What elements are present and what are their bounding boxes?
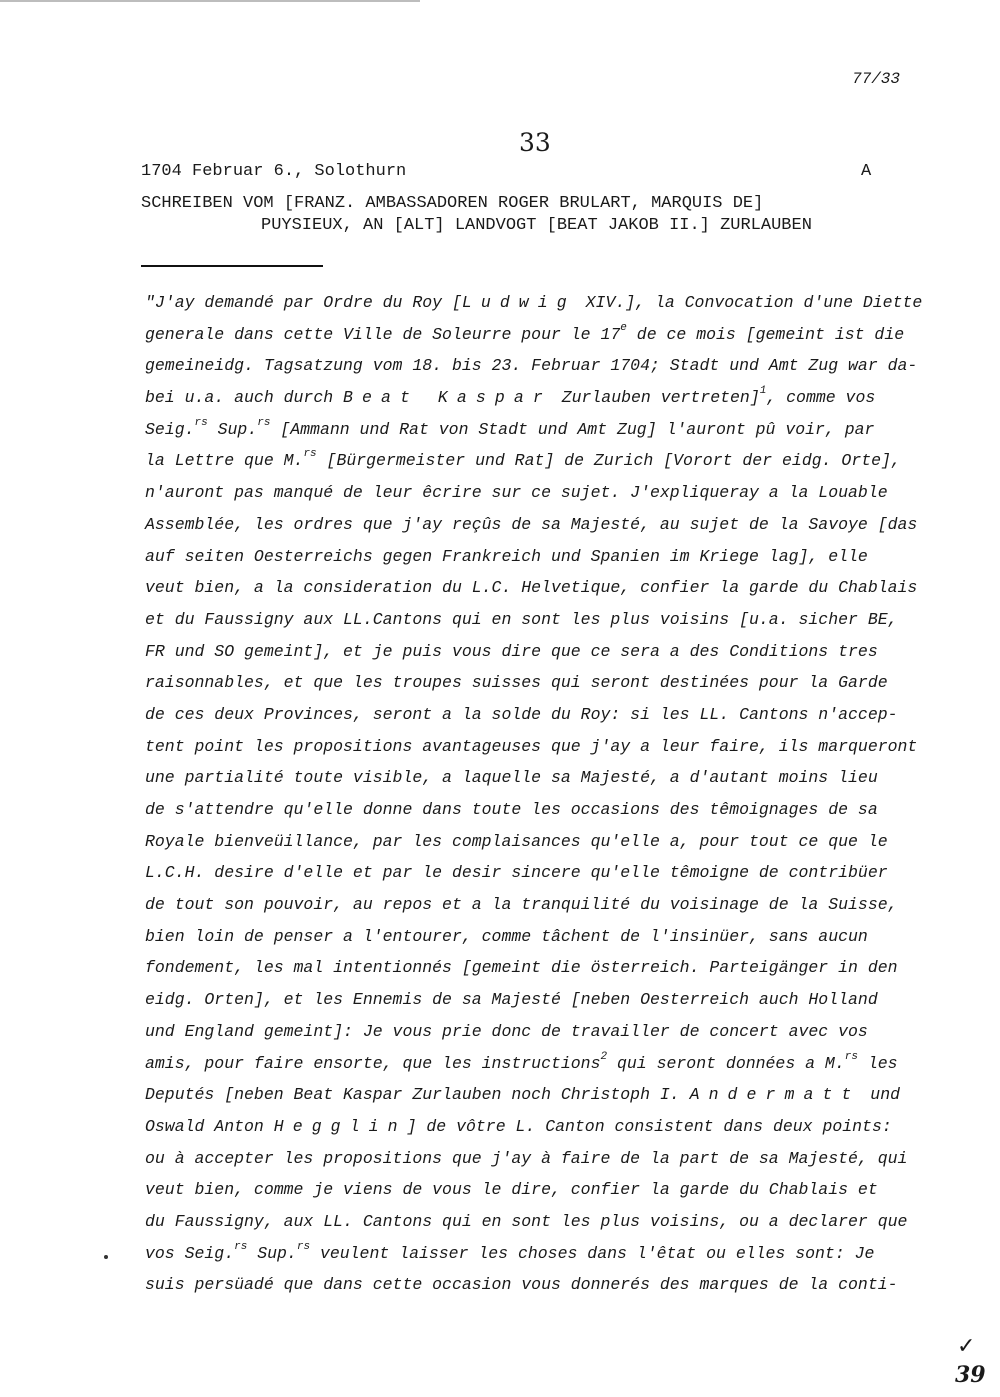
body-text-segment: generale dans cette Ville de Soleurre pour le 17	[145, 324, 621, 344]
body-text-segment: veulent laisser les choses dans l'êtat ou elles sont: Je	[310, 1243, 875, 1263]
body-line	[145, 1174, 935, 1206]
document-letter: A	[861, 162, 872, 181]
superscript: 1	[759, 385, 767, 398]
check-mark: ✓	[957, 1334, 976, 1359]
body-text-segment: Royale bienveüillance, par les complaisances qu'elle a, pour tout ce que le	[145, 831, 888, 851]
body-line	[145, 889, 935, 921]
body-line	[145, 1016, 935, 1048]
body-text-segment: n'auront pas manqué de leur êcrire sur ce sujet. J'expliqueray a la Louable	[145, 483, 888, 503]
body-text-segment: raisonnables, et que les troupes suisses qui seront destinées pour la Garde	[145, 673, 888, 693]
superscript: rs	[303, 448, 317, 461]
body-line	[145, 699, 935, 731]
body-text-segment: , comme vos	[766, 388, 876, 408]
body-text-segment: de ces deux Provinces, seront a la solde du Roy: si les LL. Cantons n'accep-	[145, 704, 898, 724]
body-text-segment: Sup.	[247, 1243, 297, 1263]
body-text-segment: Seig.	[145, 419, 195, 439]
body-line	[145, 477, 935, 509]
body-text-segment: la Lettre que M.	[145, 451, 304, 471]
body-text-segment: XIV.], la Convocation d'une Diette	[575, 293, 923, 312]
body-line	[145, 857, 935, 889]
body-line	[145, 287, 935, 319]
body-text-segment: et du Faussigny aux LL.Cantons qui en sont les plus voisins [u.a. sicher BE,	[145, 609, 898, 629]
body-line	[145, 731, 935, 763]
body-text-segment: "J'ay demandé par Ordre du Roy [	[145, 293, 462, 312]
body-text-segment: ou à accepter les propositions que j'ay à faire de la part de sa Majesté, qui	[145, 1148, 908, 1168]
header-rule	[141, 265, 323, 267]
body-line	[145, 445, 935, 477]
body-text-segment: tent point les propositions avantageuses que j'ay a leur faire, ils marqueront	[145, 736, 918, 756]
body-text-segment: und	[860, 1085, 900, 1105]
body-line	[145, 984, 935, 1016]
body-line	[145, 1238, 935, 1270]
body-line	[145, 636, 935, 668]
body-text-segment: de ce mois [gemeint ist die	[626, 324, 905, 344]
body-text-segment: du Faussigny, aux LL. Cantons qui en sont les plus voisins, ou a declarer que	[145, 1211, 908, 1231]
letter-body	[145, 287, 935, 1301]
folio-number: 77/33	[852, 70, 901, 88]
body-text-segment: Assemblée, les ordres que j'ay reçûs de sa Majesté, au sujet de la Savoye [das	[145, 514, 918, 534]
superscript: rs	[296, 1240, 311, 1253]
body-text-segment: und England gemeint]: Je vous prie donc de travailler de concert avec vos	[145, 1021, 868, 1041]
body-line	[145, 1079, 935, 1111]
superscript: rs	[194, 416, 208, 429]
margin-dot	[104, 1255, 108, 1259]
body-text-segment: fondement, les mal intentionnés [gemeint die österreich. Parteigänger in den	[145, 958, 898, 978]
body-text-segment: une partialité toute visible, a laquelle sa Majesté, a d'autant moins lieu	[145, 768, 878, 788]
spaced-name: Andermatt	[689, 1085, 861, 1105]
body-text-segment: Oswald Anton	[145, 1116, 274, 1136]
body-text-segment: Sup.	[207, 419, 258, 439]
body-line	[145, 350, 935, 382]
body-text-segment: veut bien, a la consideration du L.C. Helvetique, confier la garde du Chablais	[145, 578, 918, 598]
body-line	[145, 794, 935, 826]
body-text-segment: gemeineidg. Tagsatzung vom 18. bis 23. Februar 1704; Stadt und Amt Zug war da-	[145, 356, 918, 376]
superscript: rs	[257, 416, 271, 429]
body-line	[145, 1269, 935, 1301]
superscript: e	[620, 321, 627, 334]
body-line	[145, 826, 935, 858]
body-line	[145, 921, 935, 953]
body-line	[145, 604, 935, 636]
body-text-segment: les	[857, 1053, 898, 1073]
body-text-segment: L.C.H. desire d'elle et par le desir sincere qu'elle têmoigne de contribüer	[145, 863, 888, 883]
superscript: 2	[600, 1050, 608, 1063]
body-text-segment: [Bürgermeister und Rat] de Zurich [Vorort der eidg. Orte],	[316, 451, 901, 471]
body-text-segment: bei u.a. auch durch	[145, 388, 344, 408]
body-line	[145, 414, 935, 446]
body-text-segment: de tout son pouvoir, au repos et a la tranquilité du voisinage de la Suisse,	[145, 895, 898, 915]
body-line	[145, 572, 935, 604]
body-text-segment: bien loin de penser a l'entourer, comme tâchent de l'insinüer, sans aucun	[145, 926, 868, 946]
body-text-segment: amis, pour faire ensorte, que les instructions	[145, 1053, 601, 1073]
body-line	[145, 509, 935, 541]
body-line	[145, 541, 935, 573]
body-line	[145, 319, 935, 351]
spaced-name: Beat Kaspar	[343, 388, 552, 408]
body-text-segment: ] de vôtre L. Canton consistent dans deux points:	[406, 1116, 892, 1136]
handwritten-sheet-number: 39	[955, 1362, 986, 1388]
body-text-segment: auf seiten Oesterreichs gegen Frankreich und Spanien im Kriege lag], elle	[145, 546, 868, 566]
body-text-segment: FR und SO gemeint], et je puis vous dire que ce sera a des Conditions tres	[145, 641, 878, 661]
date-place: 1704 Februar 6., Solothurn	[141, 162, 407, 181]
body-text-segment: qui seront données a M.	[607, 1053, 845, 1073]
body-line	[145, 762, 935, 794]
handwritten-page-number: 33	[519, 128, 551, 157]
body-text-segment: Deputés [neben Beat Kaspar Zurlauben noch Christoph I.	[145, 1085, 690, 1105]
body-line	[145, 1206, 935, 1238]
body-line	[145, 667, 935, 699]
body-text-segment: veut bien, comme je viens de vous le dire, confier la garde du Chablais et	[145, 1180, 878, 1200]
superscript: rs	[234, 1240, 248, 1253]
document-title-line-2: PUYSIEUX, AN [ALT] LANDVOGT [BEAT JAKOB II.] ZURLAUBEN	[261, 216, 812, 235]
body-text-segment: vos Seig.	[145, 1243, 235, 1263]
body-text-segment: suis persüadé que dans cette occasion vous donnerés des marques de la conti-	[145, 1275, 898, 1295]
body-text-segment: de s'attendre qu'elle donne dans toute les occasions des têmoignages de sa	[145, 800, 878, 819]
document-title-line-1: SCHREIBEN VOM [FRANZ. AMBASSADOREN ROGER BRULART, MARQUIS DE]	[141, 194, 764, 213]
body-text-segment: Zurlauben vertreten]	[551, 388, 760, 408]
superscript: rs	[844, 1050, 858, 1063]
body-line	[145, 1111, 935, 1143]
body-text-segment: eidg. Orten], et les Ennemis de sa Majesté [neben Oesterreich auch Holland	[145, 990, 878, 1010]
spaced-name: Ludwig	[461, 293, 576, 312]
scan-top-edge	[0, 0, 420, 2]
body-line	[145, 382, 935, 414]
body-text-segment: [Ammann und Rat von Stadt und Amt Zug] l'auront pû voir, par	[270, 419, 875, 439]
body-line	[145, 1048, 935, 1080]
body-line	[145, 952, 935, 984]
spaced-name: Hegglin	[273, 1116, 407, 1136]
body-line	[145, 1143, 935, 1175]
